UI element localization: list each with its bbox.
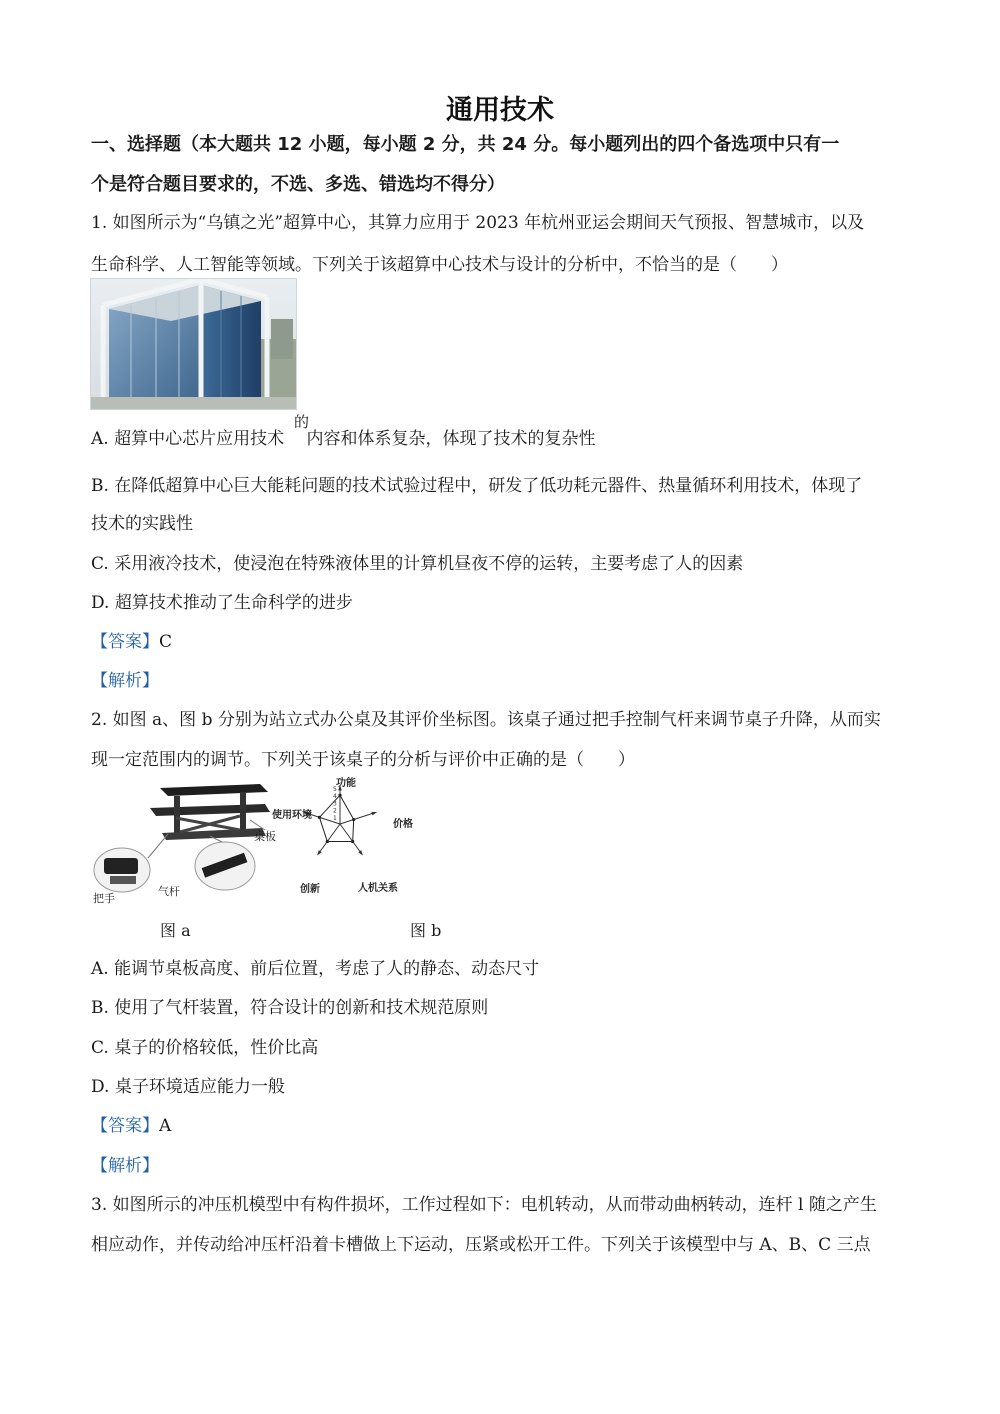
- radar-axis-line: [319, 824, 340, 853]
- figure-b-caption: 图 b: [410, 921, 442, 940]
- section-heading-line-2: 个是符合题目要求的，不选、多选、错选均不得分）: [91, 174, 505, 195]
- page-title: 通用技术: [446, 95, 554, 126]
- radar-data-point: [338, 794, 341, 797]
- radar-axis-ergonomics: 人机关系: [358, 883, 398, 894]
- radar-axis-arrow: [371, 812, 377, 815]
- q3-stem-line-1: 3. 如图所示的冲压机模型中有构件损坏，工作过程如下：电机转动，从而带动曲柄转动，连杆 l 随之产生: [91, 1195, 877, 1215]
- q1-option-d: D. 超算技术推动了生命科学的进步: [91, 593, 353, 613]
- label-desk-board: 桌板: [254, 830, 276, 843]
- q2-option-c: C. 桌子的价格较低，性价比高: [91, 1038, 319, 1058]
- answer-value: C: [159, 632, 173, 652]
- q1-option-b-line-2: 技术的实践性: [91, 514, 193, 534]
- radar-axis-line: [340, 824, 361, 853]
- q1-answer: [91, 630, 172, 654]
- figure-b-radar-chart: [268, 772, 428, 897]
- q1-stem-line-1: 1. 如图所示为“乌镇之光”超算中心，其算力应用于 2023 年杭州亚运会期间天气预报、智慧城市，以及: [91, 213, 865, 233]
- radar-data-point: [351, 840, 354, 843]
- supercomputing-center-photo: [90, 278, 297, 410]
- figure-a-caption: 图 a: [160, 921, 191, 940]
- answer-value: A: [159, 1116, 172, 1136]
- q1-stem-line-2: 生命科学、人工智能等领域。下列关于该超算中心技术与设计的分析中，不恰当的是（ ）: [91, 255, 788, 275]
- radar-data-point: [318, 816, 321, 819]
- radar-tick-label: 4: [333, 793, 337, 801]
- q2-stem-line-1: 2. 如图 a、图 b 分别为站立式办公桌及其评价坐标图。该桌子通过把手控制气杆来调节桌子升降，从而实: [91, 710, 881, 730]
- radar-axis-innovation: 创新: [300, 884, 320, 895]
- radar-axis-line: [340, 813, 374, 824]
- radar-axis-environment: 使用环境: [272, 810, 312, 821]
- q2-answer: [91, 1114, 171, 1138]
- radar-tick-label: 3: [333, 800, 337, 808]
- q1-option-a: A. 超算中心芯片应用技术 内容和体系复杂，体现了技术的复杂性: [91, 429, 596, 449]
- radar-axis-price: 价格: [393, 819, 413, 830]
- radar-tick-label: 2: [333, 807, 337, 815]
- radar-svg: [268, 772, 428, 897]
- q2-stem-line-2: 现一定范围内的调节。下列关于该桌子的分析与评价中正确的是（ ）: [91, 750, 635, 770]
- section-heading-line-1: 一、选择题（本大题共 12 小题，每小题 2 分，共 24 分。每小题列出的四个备选项中只有一: [91, 134, 840, 155]
- label-handle: 把手: [93, 892, 115, 905]
- radar-axis-function: 功能: [336, 778, 356, 789]
- label-gas-rod: 气杆: [158, 885, 180, 898]
- q1-option-b-line-1: B. 在降低超算中心巨大能耗问题的技术试验过程中，研发了低功耗元器件、热量循环利用技术，体现了: [91, 476, 863, 496]
- q3-stem-line-2: 相应动作，并传动给冲压杆沿着卡槽做上下运动，压紧或松开工件。下列关于该模型中与 A、B、C 三点: [91, 1235, 871, 1255]
- radar-data-point: [326, 840, 329, 843]
- radar-tick-label: 1: [333, 814, 337, 822]
- q2-option-b: B. 使用了气杆装置，符合设计的创新和技术规范原则: [91, 998, 489, 1018]
- q2-option-d: D. 桌子环境适应能力一般: [91, 1077, 285, 1097]
- radar-tick-label: 5: [333, 786, 337, 793]
- stray-character: 的: [294, 413, 310, 431]
- q2-option-a: A. 能调节桌板高度、前后位置，考虑了人的静态、动态尺寸: [91, 959, 540, 979]
- q1-analysis-label: 【解析】: [91, 671, 159, 691]
- q2-analysis-label: 【解析】: [91, 1156, 159, 1176]
- answer-label: 【答案】: [91, 632, 159, 652]
- answer-label: 【答案】: [91, 1116, 159, 1136]
- q1-option-c: C. 采用液冷技术，使浸泡在特殊液体里的计算机昼夜不停的运转，主要考虑了人的因素: [91, 554, 744, 574]
- radar-data-point: [352, 818, 355, 821]
